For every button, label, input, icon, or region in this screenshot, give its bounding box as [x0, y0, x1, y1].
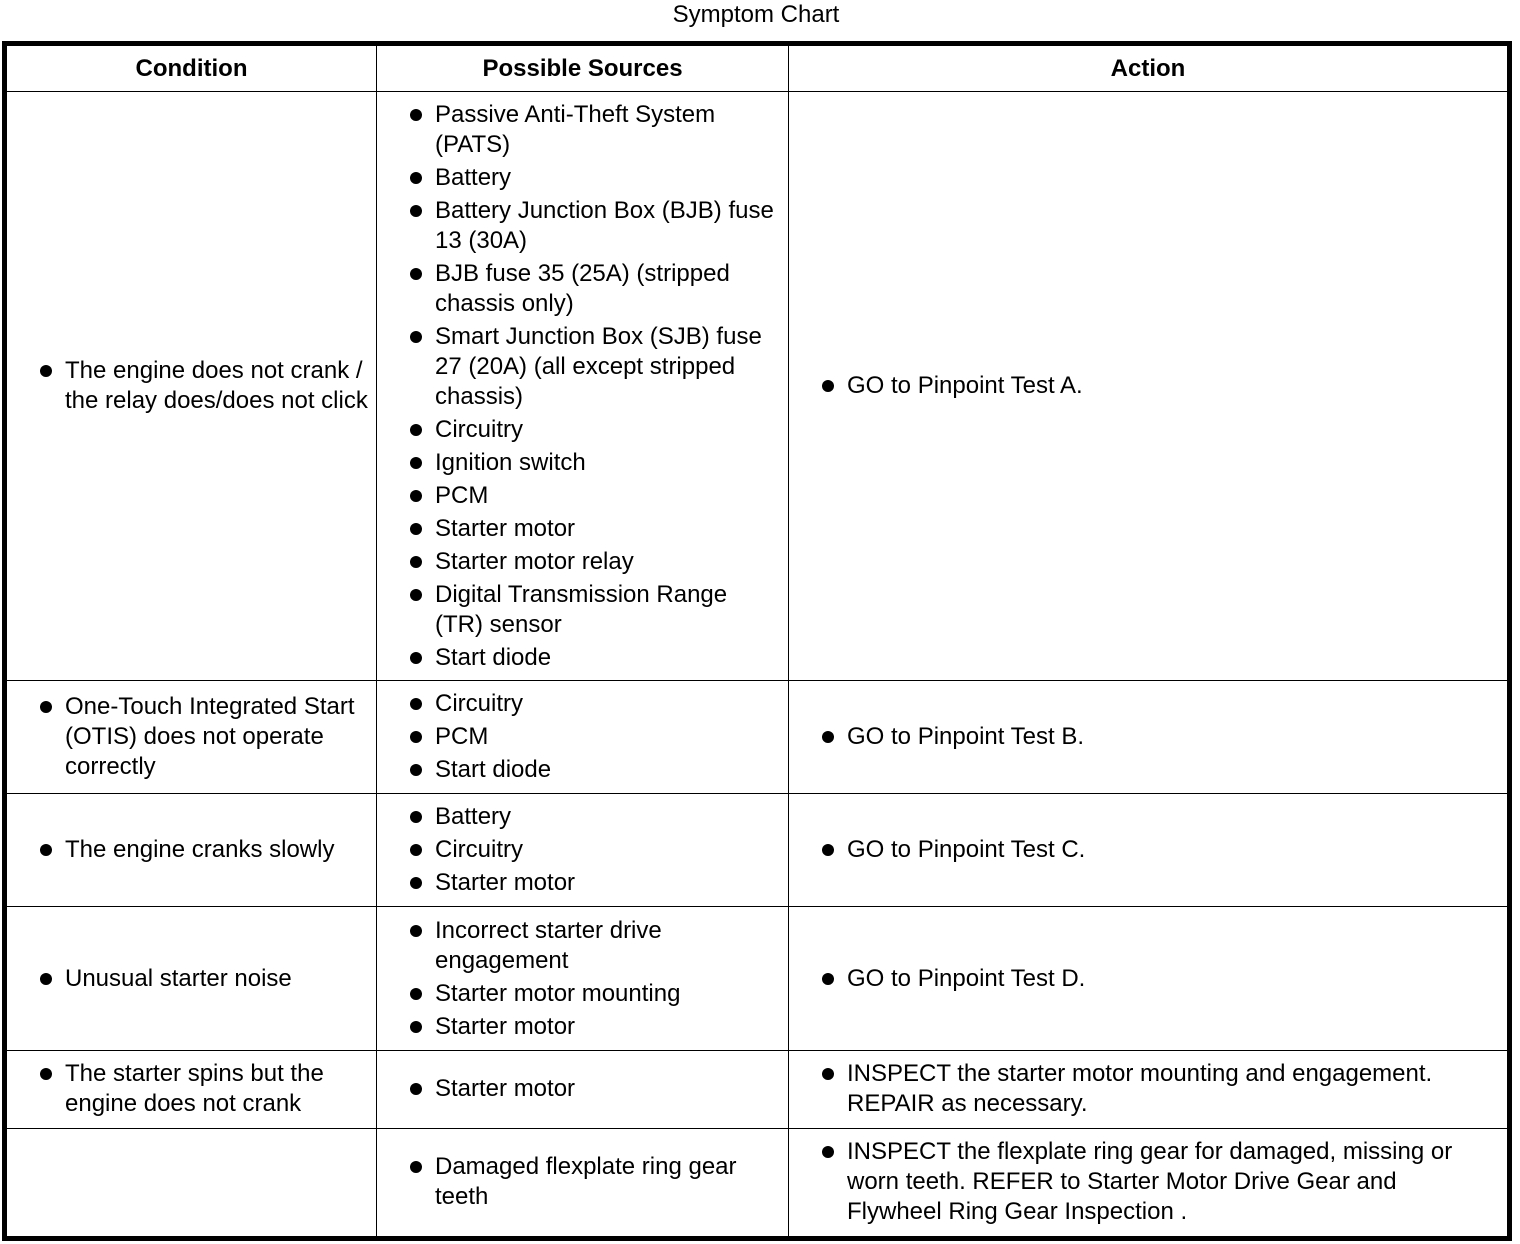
- source-item: BJB fuse 35 (25A) (stripped chassis only): [435, 259, 780, 319]
- source-item: Smart Junction Box (SJB) fuse 27 (20A) (all except stripped chassis): [435, 322, 780, 412]
- header-condition: Condition: [7, 46, 377, 92]
- header-possible-sources: Possible Sources: [377, 46, 789, 92]
- condition-cell: [7, 681, 377, 794]
- action-text: GO to Pinpoint Test D.: [847, 964, 1487, 994]
- source-item: Starter motor: [435, 1074, 780, 1104]
- header-row: [7, 46, 1508, 92]
- source-item: Damaged flexplate ring gear teeth: [435, 1152, 780, 1212]
- action-cell: [789, 1128, 1508, 1236]
- page-title: Symptom Chart: [672, 1, 840, 28]
- source-item: Start diode: [435, 755, 780, 785]
- table-row: [7, 794, 1508, 907]
- condition-cell: [7, 1050, 377, 1128]
- source-item: Circuitry: [435, 689, 780, 719]
- action-cell: [789, 1050, 1508, 1128]
- action-text: INSPECT the flexplate ring gear for damaged, missing or worn teeth. REFER to Starter Motor Drive Gear and Flywheel Ring Gear Inspection .: [847, 1137, 1487, 1227]
- table-row: [7, 92, 1508, 681]
- sources-cell: [377, 92, 789, 681]
- source-item: PCM: [435, 481, 780, 511]
- action-text: GO to Pinpoint Test B.: [847, 722, 1487, 752]
- table-row: [7, 681, 1508, 794]
- source-item: Digital Transmission Range (TR) sensor: [435, 580, 780, 640]
- source-item: Starter motor: [435, 868, 780, 898]
- symptom-chart-table: [6, 45, 1508, 1237]
- source-item: Circuitry: [435, 415, 780, 445]
- action-cell: [789, 92, 1508, 681]
- table-row: [7, 907, 1508, 1050]
- source-item: Starter motor: [435, 1012, 780, 1042]
- source-item: Passive Anti-Theft System (PATS): [435, 100, 780, 160]
- sources-cell: [377, 681, 789, 794]
- action-text: INSPECT the starter motor mounting and engagement. REPAIR as necessary.: [847, 1059, 1487, 1119]
- table-row: [7, 1128, 1508, 1236]
- source-item: Circuitry: [435, 835, 780, 865]
- source-item: Battery Junction Box (BJB) fuse 13 (30A): [435, 196, 780, 256]
- action-text: GO to Pinpoint Test C.: [847, 835, 1487, 865]
- sources-cell: [377, 1050, 789, 1128]
- condition-cell: [7, 907, 377, 1050]
- action-cell: [789, 681, 1508, 794]
- source-item: Starter motor: [435, 514, 780, 544]
- condition-text: The engine cranks slowly: [65, 835, 368, 865]
- condition-text: The engine does not crank / the relay does/does not click: [65, 357, 368, 414]
- source-item: Ignition switch: [435, 448, 780, 478]
- action-cell: [789, 794, 1508, 907]
- source-item: Incorrect starter drive engagement: [435, 916, 780, 976]
- action-cell: [789, 907, 1508, 1050]
- header-action: Action: [789, 46, 1508, 92]
- source-item: Starter motor relay: [435, 547, 780, 577]
- condition-text: Unusual starter noise: [65, 964, 368, 994]
- action-text: GO to Pinpoint Test A.: [847, 371, 1487, 401]
- table-row: [7, 1050, 1508, 1128]
- condition-cell-empty: [7, 1128, 377, 1236]
- condition-text: One-Touch Integrated Start (OTIS) does not operate correctly: [65, 692, 368, 782]
- sources-cell: [377, 1128, 789, 1236]
- sources-cell: [377, 794, 789, 907]
- source-item: Starter motor mounting: [435, 979, 780, 1009]
- condition-cell: [7, 794, 377, 907]
- source-item: Battery: [435, 163, 780, 193]
- source-item: PCM: [435, 722, 780, 752]
- sources-cell: [377, 907, 789, 1050]
- source-item: Battery: [435, 802, 780, 832]
- condition-cell: [7, 92, 377, 681]
- source-item: Start diode: [435, 643, 780, 673]
- condition-text: The starter spins but the engine does not crank: [65, 1059, 368, 1119]
